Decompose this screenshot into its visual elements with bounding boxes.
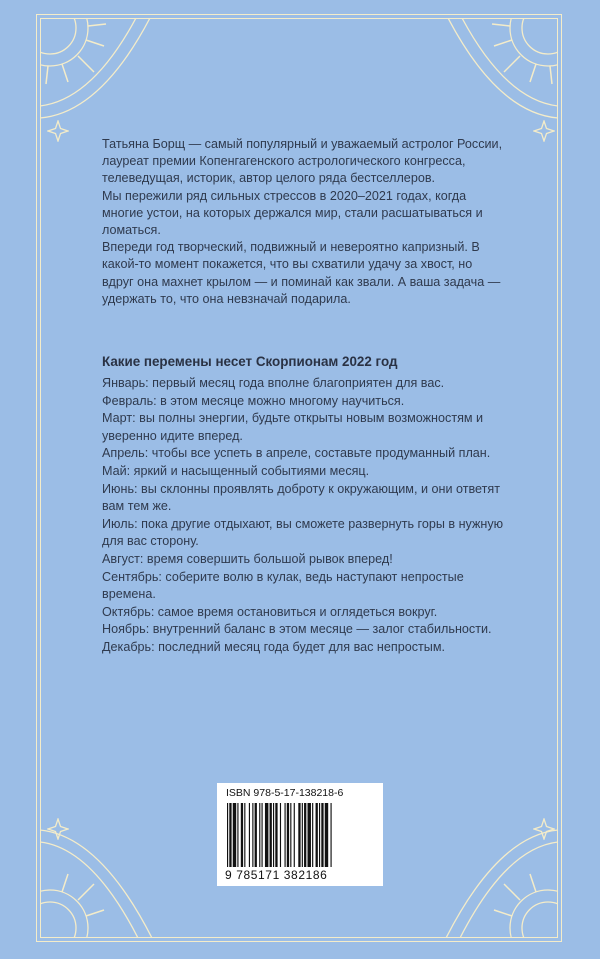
barcode-digits: 9 785171 382186	[225, 868, 328, 882]
list-item: Апрель: чтобы все успеть в апреле, составьте продуманный план.	[102, 446, 491, 461]
intro-paragraph: Впереди год творческий, подвижный и невероятно капризный. В какой-то момент покажется, что вы схватили удачу за хвост, но вдруг она махнет крылом — и поминай как звали. А ваша задача — удержать то, что она невзначай подарила.	[102, 240, 501, 306]
barcode-bar	[319, 803, 320, 867]
barcode-bar	[275, 803, 277, 867]
barcode-bar	[241, 803, 243, 867]
barcode-bar	[285, 803, 286, 867]
barcode-bar	[304, 803, 306, 867]
barcode-bar	[321, 803, 323, 867]
section-title: Какие перемены несет Скорпионам 2022 год	[102, 354, 398, 369]
list-item: Январь: первый месяц года вполне благоприятен для вас.	[102, 376, 445, 390]
intro-text	[102, 136, 507, 308]
list-item: Август: время совершить большой рывок вперед!	[102, 551, 393, 566]
barcode-bar	[298, 803, 300, 867]
barcode-bar	[325, 803, 328, 867]
barcode-bar	[237, 803, 238, 867]
list-item: Май: яркий и насыщенный событиями месяц.	[102, 463, 370, 478]
intro-paragraph: Татьяна Борщ — самый популярный и уважаемый астролог России, лауреат премии Копенгагенского астрологического конгресса, телеведущая, историк, автор целого ряда бестселлеров.	[102, 137, 503, 186]
star-icon	[47, 818, 69, 840]
barcode-icon	[225, 803, 375, 867]
barcode-bar	[255, 803, 257, 867]
sun-rays-icon	[438, 18, 558, 128]
barcode-bar	[273, 803, 274, 867]
barcode-bar	[270, 803, 272, 867]
isbn-text: ISBN 978-5-17-138218-6	[226, 787, 344, 799]
barcode-bar	[252, 803, 253, 867]
barcode-bar	[312, 803, 313, 867]
barcode-bar	[302, 803, 303, 867]
barcode-bar	[262, 803, 263, 867]
list-item: Сентябрь: соберите волю в кулак, ведь наступают непростые времена.	[102, 569, 464, 602]
list-item: Декабрь: последний месяц года будет для вас непростым.	[102, 639, 445, 654]
barcode-bar	[280, 803, 281, 867]
sun-rays-icon	[40, 18, 160, 128]
list-item: Февраль: в этом месяце можно многому научиться.	[102, 393, 405, 408]
barcode-bar	[294, 803, 295, 867]
star-icon	[533, 120, 555, 142]
barcode-bar	[308, 803, 311, 867]
list-item: Июнь: вы склонны проявлять доброту к окружающим, и они ответят вам тем же.	[102, 481, 500, 514]
barcode-bar	[244, 803, 245, 867]
month-forecast-list	[102, 375, 512, 657]
barcode-bar	[249, 803, 250, 867]
barcode-bar	[331, 803, 332, 867]
barcode-bar	[316, 803, 318, 867]
star-icon	[47, 120, 69, 142]
barcode-bar	[265, 803, 268, 867]
barcode-bar	[259, 803, 260, 867]
barcode-bar	[227, 803, 228, 867]
intro-paragraph: Мы пережили ряд сильных стрессов в 2020–2021 годах, когда многие устои, на которых держался мир, стали расшатываться и ломаться.	[102, 188, 483, 238]
list-item: Октябрь: самое время остановиться и оглядеться вокруг.	[102, 604, 438, 619]
barcode-bar	[233, 803, 236, 867]
barcode-bar	[229, 803, 231, 867]
barcode-bar	[290, 803, 291, 867]
list-item: Март: вы полны энергии, будьте открыты новым возможностям и уверенно идите вперед.	[102, 411, 484, 443]
star-icon	[533, 818, 555, 840]
list-item: Июль: пока другие отдыхают, вы сможете развернуть горы в нужную для вас сторону.	[102, 516, 504, 549]
barcode-label	[217, 783, 383, 886]
list-item: Ноябрь: внутренний баланс в этом месяце — залог стабильности.	[102, 622, 492, 637]
barcode-bar	[287, 803, 289, 867]
